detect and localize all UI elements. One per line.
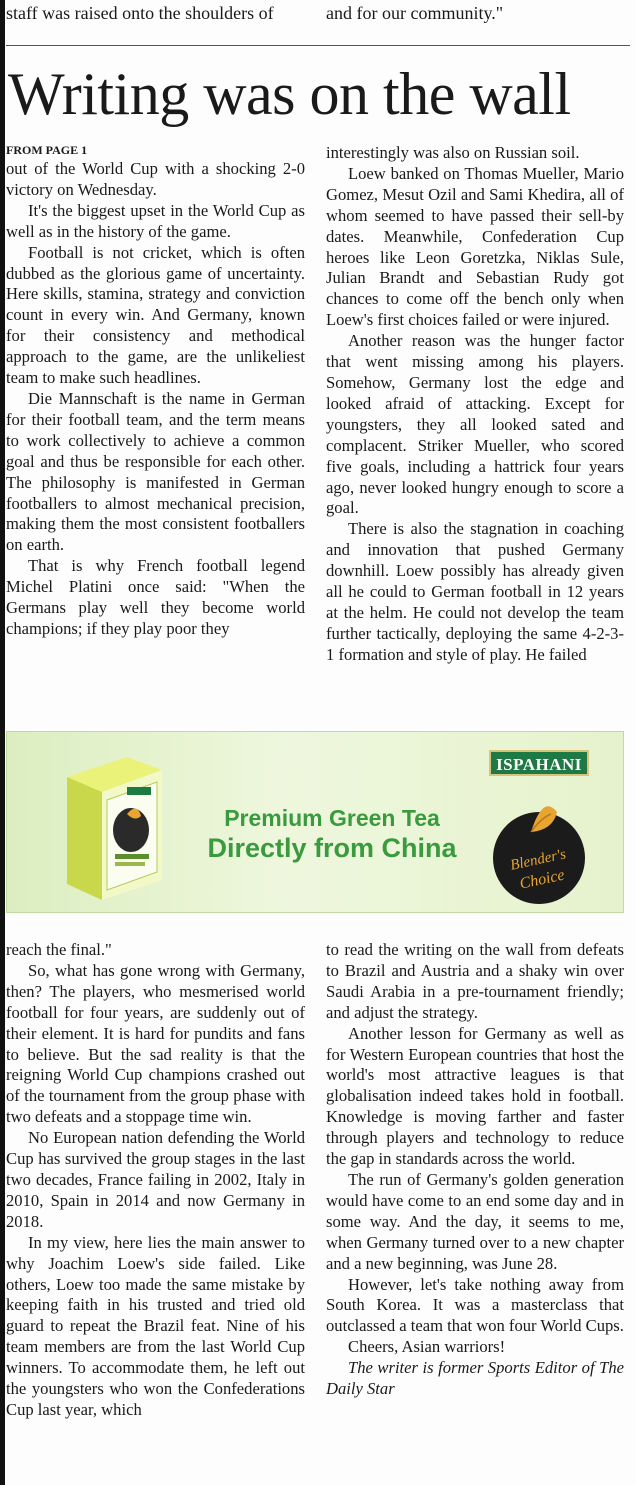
paragraph: However, let's take nothing away from South Korea. It was a masterclass that outclassed a team that won four World Cups. (326, 1274, 624, 1336)
ad-line-2: Directly from China (207, 833, 457, 863)
ad-line-1: Premium Green Tea (224, 805, 440, 831)
brand-badge: ISPAHANI (489, 750, 589, 776)
paragraph: That is why French football legend Michel Platini once said: "When the Germans play well they become world champions; if they play poor they (6, 556, 305, 638)
svg-text:Choice: Choice (518, 866, 567, 893)
paragraph: reach the final." (6, 940, 112, 959)
paragraph: Cheers, Asian warriors! (348, 1337, 506, 1357)
article-column-1 (6, 143, 305, 640)
paragraph: interestingly was also on Russian soil. (326, 143, 580, 162)
article-headline: Writing was on the wall (8, 61, 571, 127)
blenders-choice-logo (491, 792, 587, 908)
ad-headline (197, 804, 467, 864)
paragraph: Another reason was the hunger factor that went missing among his players. Somehow, Germany lost the edge and looked afraid of attacking. Except for youngsters, they all looked sated and complacent. Striker Mueller, who scored five goals, including a hattrick four years ago, never looked hungry enough to score a goal. (326, 331, 624, 518)
paragraph: It's the biggest upset in the World Cup as well as in the history of the game. (6, 200, 305, 241)
jump-kicker: FROM PAGE 1 (6, 143, 88, 157)
prev-article-snippet-left: staff was raised onto the shoulders of (6, 3, 274, 23)
paragraph: Die Mannschaft is the name in German for their football team, and the term means to work collectively to achieve a common goal and thus be responsible for each other. The philosophy is manifested in German footballers to almost mechanical precision, making them the most consistent footballers on earth. (6, 388, 305, 555)
prev-article-snippet-right: and for our community." (326, 3, 504, 23)
paragraph: In my view, here lies the main answer to why Joachim Loew's side failed. Like others, Loew too made the same mistake by keeping faith in his trusted and tried old guard to repeat the Brazil feat. Nine of his team members are from the last World Cup winners. To accommodate them, he left out the youngsters who won the Confederations Cup last year, which (6, 1232, 305, 1419)
article-column-4 (326, 940, 624, 1400)
tea-box-image (57, 752, 167, 902)
paragraph: to read the writing on the wall from defeats to Brazil and Austria and a shaky win over Saudi Arabia in a pre-tournament friendly; and adjust the strategy. (326, 940, 624, 1022)
paragraph: Loew banked on Thomas Mueller, Mario Gomez, Mesut Ozil and Sami Khedira, all of whom seemed to have passed their sell-by dates. Meanwhile, Confederation Cup heroes like Leon Goretzka, Niklas Sule, Julian Brandt and Sebastian Rudy got chances to come off the bench only when Loew's first choices failed or were injured. (326, 163, 624, 330)
section-divider (6, 45, 630, 46)
paragraph: No European nation defending the World Cup has survived the group stages in the last two decades, France failing in 2002, Italy in 2010, Spain in 2014 and now Germany in 2018. (6, 1128, 305, 1231)
article-column-3 (6, 940, 305, 1421)
svg-text:Blender's: Blender's (508, 846, 568, 874)
author-signature: The writer is former Sports Editor of The Daily Star (326, 1358, 624, 1399)
paragraph: So, what has gone wrong with Germany, then? The players, who mesmerised world football for four years, are suddenly out of their element. It is hard for pundits and fans to believe. But the sad reality is that the reigning World Cup champions crashed out of the tournament from the group phase with two defeats and a stoppage time win. (6, 960, 305, 1127)
paragraph: out of the World Cup with a shocking 2-0 victory on Wednesday. (6, 159, 305, 199)
paragraph: Football is not cricket, which is often dubbed as the glorious game of uncertainty. Here skills, stamina, strategy and conviction count in every win. And Germany, known for their consistency and methodical approach to the game, are the unlikeliest team to make such headlines. (6, 242, 305, 388)
left-column-rule (0, 0, 5, 1485)
paragraph: There is also the stagnation in coaching and innovation that pushed Germany downhill. Loew possibly has already given all he could to German football in 12 years at the helm. He could not develop the team further tactically, deploying the same 4-2-3-1 formation and style of play. He failed (326, 519, 624, 664)
paragraph: Another lesson for Germany as well as for Western European countries that host the world's most attractive leagues is that globalisation indeed takes hold in football. Knowledge is moving farther and faster through players and technology to reduce the gap in standards across the world. (326, 1023, 624, 1169)
article-column-2 (326, 143, 624, 666)
paragraph: The run of Germany's golden generation would have come to an end some day and in some way. And the day, it seems to me, when Germany turned over to a new chapter and a new beginning, was June 28. (326, 1169, 624, 1273)
tea-advertisement[interactable] (6, 731, 624, 913)
